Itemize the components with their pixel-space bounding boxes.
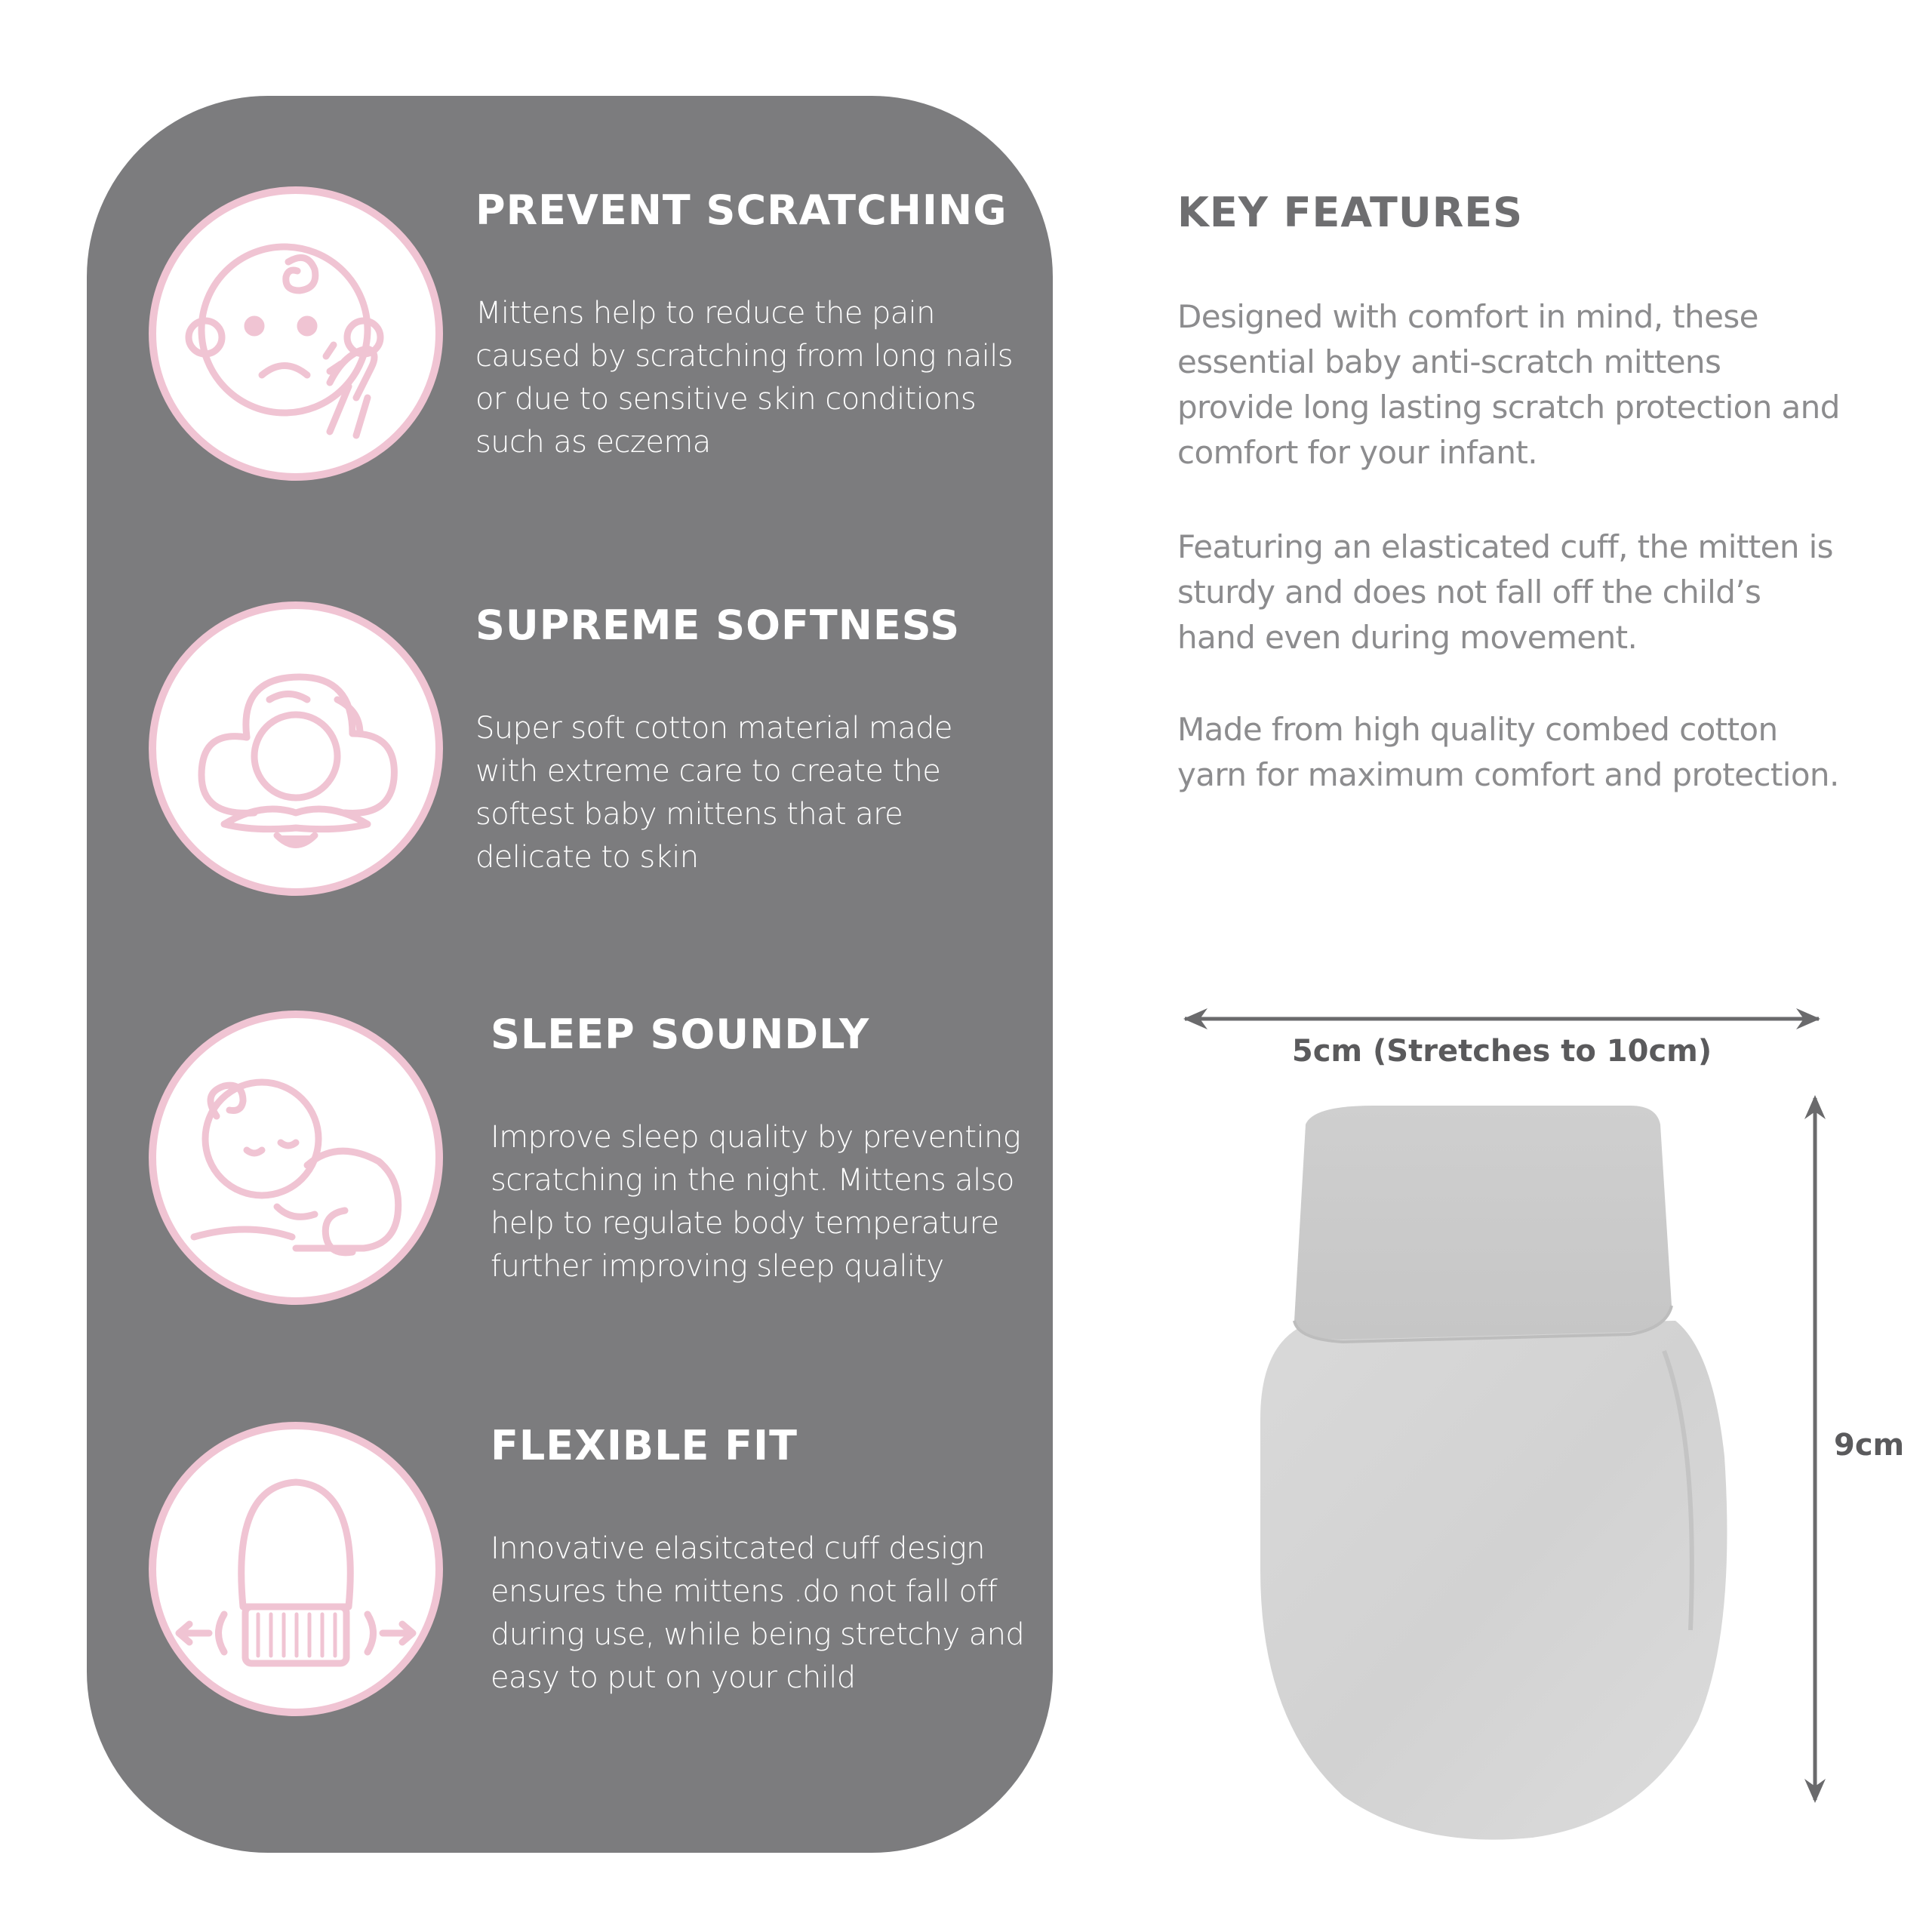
key-features-title: KEY FEATURES bbox=[1177, 189, 1524, 236]
height-dimension-label: 9cm bbox=[1834, 1428, 1905, 1463]
feature-title: SUPREME SOFTNESS bbox=[475, 601, 961, 649]
stretch-mitten-icon bbox=[149, 1422, 443, 1716]
key-features-paragraph: Made from high quality combed cotton yarn for maximum comfort and protection. bbox=[1177, 711, 1839, 793]
feature-description: Mittens help to reduce the pain caused by scratching from long nails or due to sensitive skin conditions such as eczema bbox=[475, 296, 1013, 460]
feature-description: Super soft cotton material made with extreme care to create the softest baby mittens that are delicate to skin bbox=[475, 711, 952, 875]
feature-description: Improve sleep quality by preventing scratching in the night. Mittens also help to regulate body temperature further improving sleep quality bbox=[491, 1120, 1021, 1284]
key-features-paragraph: Featuring an elasticated cuff, the mitten is sturdy and does not fall off the child’s hand even during movement. bbox=[1177, 528, 1833, 656]
feature-title: PREVENT SCRATCHING bbox=[475, 186, 1008, 234]
mitten-product-image bbox=[1253, 1102, 1736, 1841]
feature-description: Innovative elasitcated cuff design ensures the mittens .do not fall off during use, while being stretchy and easy to put on your child bbox=[491, 1531, 1025, 1695]
width-dimension-label: 5cm (Stretches to 10cm) bbox=[1291, 1034, 1712, 1069]
feature-title: SLEEP SOUNDLY bbox=[491, 1011, 870, 1058]
feature-sleep-soundly bbox=[87, 1011, 1053, 1403]
cotton-boll-icon bbox=[149, 601, 443, 896]
feature-flexible-fit bbox=[87, 1422, 1053, 1814]
feature-supreme-softness bbox=[87, 601, 1053, 994]
feature-title: FLEXIBLE FIT bbox=[491, 1422, 798, 1469]
key-features-paragraph: Designed with comfort in mind, these essential baby anti-scratch mittens provide long lasting scratch protection and comfort for your infant. bbox=[1177, 298, 1840, 471]
feature-prevent-scratching bbox=[87, 186, 1053, 579]
sleeping-baby-icon bbox=[149, 1011, 443, 1305]
features-panel bbox=[87, 96, 1053, 1853]
height-dimension-arrow bbox=[1800, 1091, 1830, 1807]
width-dimension-arrow bbox=[1177, 1004, 1826, 1034]
scratching-baby-face-icon bbox=[149, 186, 443, 481]
